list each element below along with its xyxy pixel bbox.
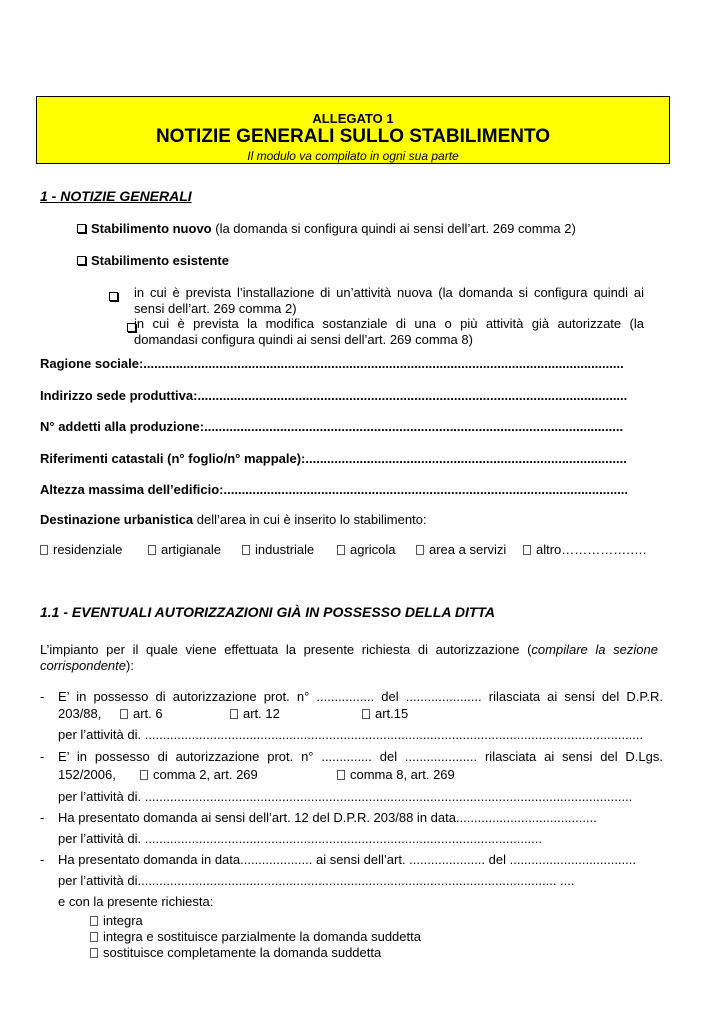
sub-option-new-activity: in cui è prevista l’installazione di un’attività nuova (la domanda si configura quindi ai [134,285,644,300]
dlgs-option-comma2[interactable]: comma 2, art. 269 [140,767,258,782]
request-option-full-replace[interactable]: sostituisce completamente la domanda suddetta [90,945,381,960]
field-company-name[interactable]: Ragione sociale:..................................................................................................................................... [40,356,624,371]
sub-option-modification-cont: domandasi configura quindi ai sensi dell’art. 269 comma 8) [134,332,473,347]
item-dpr-application[interactable]: Ha presentato domanda ai sensi dell’art. 12 del D.P.R. 203/88 in data....................................... [58,810,597,825]
authorizations-intro-cont: corrispondente): [40,658,134,673]
checkbox-icon[interactable] [90,916,98,926]
dpr-option-art15[interactable]: art.15 [362,706,408,721]
item-application-activity[interactable]: per l’attività di.................................................................................................................... .... [58,873,575,888]
destination-services-area[interactable]: area a servizi [416,542,506,557]
authorizations-intro: L’impianto per il quale viene effettuata la presente richiesta di autorizzazione (compilare la sezione [40,642,658,657]
option-existing-establishment[interactable]: Stabilimento esistente [77,253,229,268]
field-production-staff[interactable]: N° addetti alla produzione:.................................................................................................................... [40,419,624,434]
item-dpr-authorization[interactable]: E’ in possesso di autorizzazione prot. n° ................ del ..................... rilasciata ai sensi del D.P.R. [58,689,663,704]
urban-destination-label: Destinazione urbanistica dell’area in cui è inserito lo stabilimento: [40,512,427,527]
checkbox-icon[interactable] [77,256,86,265]
item-dpr-activity[interactable]: per l’attività di. .......................................................................................................................................... [58,727,644,742]
checkbox-icon[interactable] [362,709,370,719]
checkbox-icon[interactable] [337,770,345,780]
page-title: NOTIZIE GENERALI SULLO STABILIMENTO [155,126,551,147]
checkbox-icon[interactable] [40,545,48,555]
item-application-date[interactable]: Ha presentato domanda in data.................... ai sensi dell’art. ..................... del ................................... [58,852,637,867]
option-new-establishment[interactable]: Stabilimento nuovo (la domanda si configura quindi ai sensi dell’art. 269 comma 2) [77,221,576,236]
section-1-heading: 1 - NOTIZIE GENERALI [40,188,192,204]
request-option-integrates[interactable]: integra [90,913,143,928]
item-dlgs-activity[interactable]: per l’attività di. ....................................................................................................................................... [58,789,633,804]
checkbox-icon[interactable] [416,545,424,555]
checkbox-icon[interactable] [90,932,98,942]
destination-artisanal[interactable]: artigianale [148,542,221,557]
checkbox-icon[interactable] [90,948,98,958]
destination-industrial[interactable]: industriale [242,542,314,557]
item-dlgs-authorization[interactable]: E’ in possesso di autorizzazione prot. n° .............. del .................... rilasciata ai sensi del D.Lgs. [58,749,663,764]
checkbox-icon[interactable] [77,224,86,233]
checkbox-icon[interactable] [140,770,148,780]
sub-option-new-activity-cont: sensi dell’art. 269 comma 2) [134,301,297,316]
list-bullet: - [40,810,45,825]
checkbox-icon[interactable] [109,292,118,301]
checkbox-icon[interactable] [230,709,238,719]
dpr-option-art12[interactable]: art. 12 [230,706,280,721]
page-subtitle: Il modulo va compilato in ogni sua parte [247,149,459,163]
destination-agricultural[interactable]: agricola [337,542,396,557]
field-cadastral-references[interactable]: Riferimenti catastali (n° foglio/n° mappale):......................................................................................... [40,451,627,466]
list-bullet: - [40,852,45,867]
checkbox-icon[interactable] [523,545,531,555]
destination-residential[interactable]: residenziale [40,542,122,557]
destination-other[interactable]: altro…………….…. [523,542,647,557]
list-bullet: - [40,689,45,704]
item-dpr-prefix: 203/88, [58,706,102,721]
attachment-label: ALLEGATO 1 [312,111,394,126]
sub-option-modification: in cui è prevista la modifica sostanziale di una o più attività già autorizzate (la [134,316,644,331]
checkbox-icon[interactable] [120,709,128,719]
request-option-partial-replace[interactable]: integra e sostituisce parzialmente la domanda suddetta [90,929,421,944]
checkbox-icon[interactable] [337,545,345,555]
item-dpr-application-activity[interactable]: per l’attività di. .............................................................................................................. [58,831,543,846]
present-request-label: e con la presente richiesta: [58,894,214,909]
header-box [36,96,670,164]
dpr-option-art6[interactable]: art. 6 [120,706,163,721]
checkbox-icon[interactable] [242,545,250,555]
list-bullet: - [40,749,45,764]
field-production-address[interactable]: Indirizzo sede produttiva:....................................................................................................................... [40,388,628,403]
checkbox-icon[interactable] [148,545,156,555]
item-dlgs-prefix: 152/2006, [58,767,116,782]
section-1-1-heading: 1.1 - EVENTUALI AUTORIZZAZIONI GIÀ IN POSSESSO DELLA DITTA [40,604,496,620]
dlgs-option-comma8[interactable]: comma 8, art. 269 [337,767,455,782]
field-max-building-height[interactable]: Altezza massima dell’edificio:................................................................................................................ [40,482,629,497]
